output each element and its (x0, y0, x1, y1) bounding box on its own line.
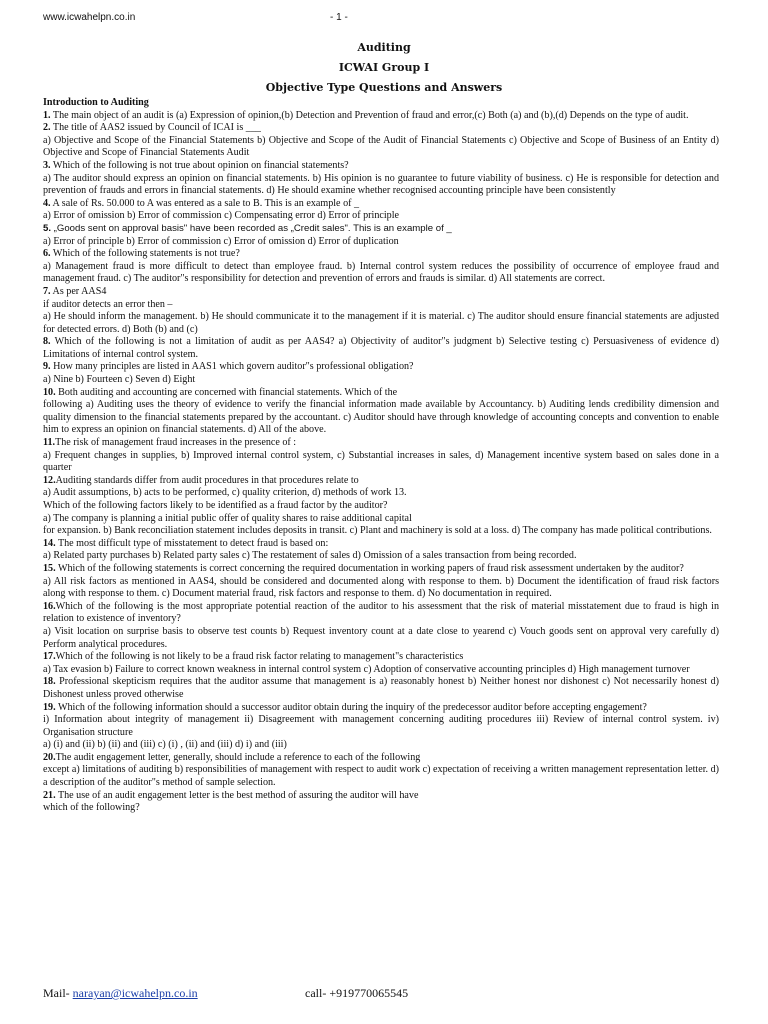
footer-email-link[interactable]: narayan@icwahelpn.co.in (72, 986, 198, 1000)
question-text: A sale of Rs. 50.000 to A was entered as a sale to B. This is an example of _ (50, 197, 360, 209)
question-line (43, 513, 719, 526)
question-text: following a) Auditing uses the theory of evidence to verify the financial information made available by Accountancy. b) Auditing lends credibility dimension and quality dimension to the financial statements prepared by the accountant. c) Auditor should have through knowledge of accounting concepts and convention to enable him to express an opinion on financial statements. d) All of the above. (43, 399, 719, 436)
question-line (43, 626, 719, 651)
question-text: a) Tax evasion b) Failure to correct known weakness in internal control system c) Adoption of conservative accounting principles d) High management turnover (43, 663, 690, 675)
question-line (43, 538, 719, 551)
question-text: i) Information about integrity of management ii) Disagreement with management concerning auditing procedures iii) Review of internal control system. iv) Organisation structure (43, 714, 719, 738)
question-number: 16. (43, 600, 56, 612)
question-number: 8. (43, 336, 51, 348)
question-line (43, 676, 719, 701)
footer (43, 986, 409, 1001)
question-line (43, 198, 719, 211)
question-text: Which of the following is not a limitation of audit as per AAS4? a) Objectivity of auditor"s judgment b) Selective testing c) Persuasiveness of evidence d) Limitations of internal control system. (43, 336, 719, 360)
question-text: The main object of an audit is (a) Expression of opinion,(b) Detection and Prevention of fraud and error,(c) Both (a) and (b),(d) Depends on the type of audit. (50, 109, 689, 121)
question-text: The risk of management fraud increases in the presence of : (55, 437, 297, 449)
question-text: Which of the following statements is correct concerning the required documentation in working papers of fraud risk assessment undertaken by the auditor? (55, 562, 684, 574)
question-line (43, 387, 719, 400)
question-line (43, 500, 719, 513)
question-text: The audit engagement letter, generally, should include a reference to each of the following (55, 751, 421, 763)
question-line (43, 248, 719, 261)
question-number: 21. (43, 789, 56, 801)
question-text: a) The company is planning a initial public offer of quality shares to raise additional capital (43, 512, 412, 524)
footer-phone: call- +919770065545 (305, 986, 409, 1000)
question-text: The title of AAS2 issued by Council of ICAI is ___ (50, 122, 261, 134)
question-number: 2. (43, 122, 51, 134)
question-line (43, 651, 719, 664)
question-text: Which of the following information should a successor auditor obtain during the inquiry of the predecessor auditor before accepting engagement? (55, 701, 647, 713)
question-number: 15. (43, 562, 56, 574)
question-line (43, 563, 719, 576)
question-number: 11. (43, 437, 56, 449)
question-line (43, 336, 719, 361)
question-line (43, 399, 719, 437)
question-line (43, 374, 719, 387)
question-number: 17. (43, 651, 56, 663)
question-text: except a) limitations of auditing b) responsibilities of management with respect to audit work c) expectation of receiving a written management representation letter. d) a description of the auditor"s method of sample selection. (43, 764, 719, 789)
question-number: 5. (43, 222, 52, 234)
document-subtitle: Objective Type Questions and Answers (265, 81, 503, 94)
question-line (43, 739, 719, 752)
question-text: Auditing standards differ from audit procedures in that procedures relate to (55, 474, 359, 486)
document-subject: Auditing (357, 41, 411, 54)
header-url: www.icwahelpn.co.in (43, 12, 136, 23)
document-group: ICWAI Group I (338, 61, 430, 74)
question-text: Which of the following is the most appropriate potential reaction of the auditor to his assessment that the risk of material misstatement due to fraud is high in relation to existence of inventory? (43, 600, 719, 625)
question-text: a) Visit location on surprise basis to observe test counts b) Request inventory count at a date close to yearend c) Vouch goods sent on approval very carefully d) Perform analytical procedures. (43, 625, 719, 650)
question-text: The most difficult type of misstatement to detect fraud is based on: (55, 537, 329, 549)
question-text: for expansion. b) Bank reconciliation statement includes deposits in transit. c) Plant and machinery is sold at a loss. d) The company has made political contributions. (43, 525, 712, 537)
question-line (43, 160, 719, 173)
question-line (43, 550, 719, 563)
question-text: which of the following? (43, 802, 140, 814)
question-line (43, 223, 719, 236)
question-number: 1. (43, 109, 51, 121)
question-line (43, 752, 719, 765)
question-line (43, 475, 719, 488)
question-text: „Goods sent on approval basis" have been recorded as „Credit sales". This is an example of _ (51, 222, 452, 234)
question-line (43, 135, 719, 160)
question-line (43, 437, 719, 450)
question-line (43, 110, 719, 123)
question-number: 7. (43, 285, 51, 297)
question-number: 10. (43, 386, 56, 398)
question-line (43, 664, 719, 677)
question-number: 3. (43, 159, 51, 171)
question-line (43, 286, 719, 299)
question-text: a) Nine b) Fourteen c) Seven d) Eight (43, 374, 196, 386)
question-text: if auditor detects an error then – (43, 298, 173, 310)
footer-mail-label: Mail- (43, 986, 73, 1000)
question-text: a) Error of principle b) Error of commission c) Error of omission d) Error of duplication (43, 235, 399, 247)
question-text: a) Objective and Scope of the Financial Statements b) Objective and Scope of the Audit of Financial Statements c) Objective and Scope of Business of an Entity d) Objective and Scope of Financial Statements Audit (43, 134, 719, 159)
question-text: Both auditing and accounting are concerned with financial statements. Which of the (55, 386, 398, 398)
question-text: a) Error of omission b) Error of commission c) Compensating error d) Error of principle (43, 210, 399, 222)
question-text: a) All risk factors as mentioned in AAS4, should be considered and documented along with response to them. b) Document the identification of fraud risk factors along with response to them. c) Document material fraud, risk factors and response to them. d) No documentation in required. (43, 575, 719, 600)
question-number: 19. (43, 701, 56, 713)
question-list (43, 97, 719, 815)
question-text: The use of an audit engagement letter is the best method of assuring the auditor will have (55, 789, 419, 801)
header-page-number: - 1 - (330, 12, 348, 23)
question-line (43, 714, 719, 739)
question-text: a) (i) and (ii) b) (ii) and (iii) c) (i) , (ii) and (iii) d) i) and (iii) (43, 739, 287, 751)
question-number: 6. (43, 248, 51, 260)
question-number: 20. (43, 751, 56, 763)
question-text: Which of the following factors likely to be identified as a fraud factor by the auditor? (43, 500, 388, 511)
title-block (0, 38, 768, 98)
question-text: As per AAS4 (50, 285, 107, 297)
question-line (43, 525, 719, 538)
question-number: 4. (43, 197, 51, 209)
question-text: a) Audit assumptions, b) acts to be performed, c) quality criterion, d) methods of work 13. (43, 487, 407, 499)
question-text: a) Management fraud is more difficult to detect than employee fraud. b) Internal control system reduces the possibility of occurrence of employee fraud and management fraud. c) The auditor"s responsibility for detection and prevention of errors and frauds is similar. d) All statements are correct. (43, 260, 719, 285)
section-title: Introduction to Auditing (43, 97, 149, 108)
question-line (43, 261, 719, 286)
question-number: 14. (43, 537, 56, 549)
question-line (43, 702, 719, 715)
question-text: a) He should inform the management. b) He should communicate it to the management if it is material. c) The auditor should ensure financial statements are adjusted for detected errors. d) Both (b) and (c) (43, 311, 719, 335)
question-line (43, 487, 719, 500)
question-number: 18. (43, 676, 56, 688)
question-text: Which of the following statements is not true? (50, 248, 240, 260)
question-line (43, 601, 719, 626)
question-line (43, 311, 719, 336)
question-line (43, 236, 719, 249)
question-line (43, 210, 719, 223)
question-text: a) Related party purchases b) Related party sales c) The restatement of sales d) Omission of a sales transaction from being recorded. (43, 550, 577, 562)
question-line (43, 361, 719, 374)
question-number: 12. (43, 474, 56, 486)
question-line (43, 802, 719, 815)
question-text: a) The auditor should express an opinion on financial statements. b) His opinion is no guarantee to future viability of business. c) He is responsible for detection and prevention of frauds and errors in financial statements. d) He should examine whether recognised accounting principle have been consistently (43, 172, 719, 197)
question-text: a) Frequent changes in supplies, b) Improved internal control system, c) Substantial increases in sales, d) Management incentive system based on sales done in a quarter (43, 449, 719, 474)
question-line (43, 450, 719, 475)
question-text: Which of the following is not true about opinion on financial statements? (50, 159, 349, 171)
question-text: How many principles are listed in AAS1 which govern auditor"s professional obligation? (50, 361, 414, 373)
question-text: Which of the following is not likely to be a fraud risk factor relating to management"s characteristics (55, 651, 464, 663)
question-line (43, 576, 719, 601)
question-line (43, 299, 719, 312)
question-line (43, 764, 719, 789)
question-number: 9. (43, 361, 51, 373)
question-line (43, 173, 719, 198)
question-line (43, 122, 719, 135)
question-line (43, 790, 719, 803)
question-text: Professional skepticism requires that the auditor assume that management is a) reasonably honest b) Neither honest nor dishonest c) Not necessarily honest d) Dishonest unless proved otherwise (43, 676, 719, 700)
